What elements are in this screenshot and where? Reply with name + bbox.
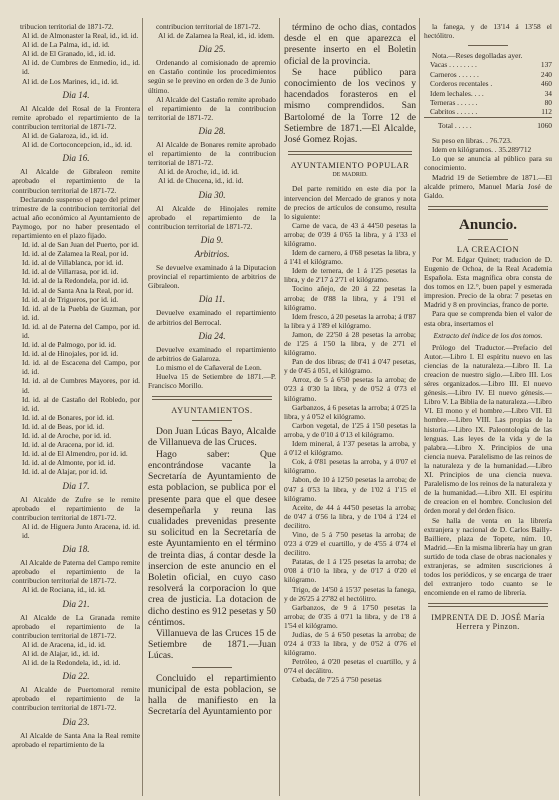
slaughter-row [424,70,552,79]
slaughter-row [424,98,552,107]
slaughter-row [424,89,552,98]
paragraph: Lo que se anuncia al público para su conocimiento. [424,154,552,173]
paragraph: Jamon, de 22'50 á 28 pesetas la arroba; de 1'25 á 1'50 la libra, y de 2'71 el kilógramo. [284,329,416,358]
list-item: Al id. de Aroche, id., id. id. [158,167,239,177]
double-rule [152,396,272,400]
paragraph: Pan de dos libras; de 0'41 á 0'47 pesetas, y de 0'45 á 051, el kilógramo. [284,357,416,376]
section-heading: Dia 30. [198,189,226,200]
announcement-heading: Anuncio. [459,216,517,233]
paragraph: Al Alcalde del Rosal de la Frontera remite aprobado el repartimiento de la contribucion territorial de 1871-72. [12,103,140,131]
row-value: 80 [544,97,552,107]
paragraph: Lo mismo el de Cañaveral de Leon. [156,362,262,372]
row-value: 460 [540,79,552,89]
slaughter-row [424,79,552,88]
section-heading: Dia 11. [198,294,226,305]
paragraph: Patatas, de 1 á 1'25 pesetas la arroba; de 0'08 á 0'10 la libra, y de 0'17 á 0'20 el kilógramo. [284,557,416,585]
paragraph: Idem mineral, á 1'37 pesetas la arroba, y á 0'12 el kilógramo. [284,439,416,458]
notice-paragraph: Se hace público para conocimiento de los vecinos y hacendados forasteros en el mismo comprendidos. San Bartolomé de la Torre 12 de Setiembre de 1871.—El Alcalde, José Gomez Rojas. [284,66,416,146]
total-label: Total . . . . . [424,117,529,130]
row-label: Terneras . . . . . . [430,97,478,107]
list-item: Al id. de Galaroza, id., id. id. [22,131,109,141]
section-heading: Dia 22. [62,671,90,682]
list-item: Id. id. al de Castaño del Robledo, por id. id. [22,394,140,413]
paragraph: Al Alcalde de Hinojales remite aprobado el repartimiento de la contribucion territorial de 1871-72. [148,203,276,231]
row-value: 112 [541,107,552,117]
list-item: Id. id. al de Paterna del Campo, por id. id. [22,321,140,340]
paragraph: Aceite, de 44 á 44'50 pesetas la arroba; de 0'47 á 0'56 la libra, y de 1'04 á 1'24 el decilitro. [284,502,416,530]
row-label: Vacas . . . . . . . . [430,60,477,70]
section-heading: Dia 25. [198,44,226,55]
paragraph: Idem de carnero, á 0'68 pesetas la libra, y á 1'41 el kilógramo. [284,248,416,267]
paragraph: Al Alcalde de La Granada remite aprobado el repartimiento de la contribucion territorial de 1871-72. [12,612,140,640]
row-label: Corderos recentales . [430,79,493,89]
paragraph: Jabon, de 10 á 12'50 pesetas la arroba; de 0'47 á 0'53 la libra, y de 1'02 á 1'15 el kilógramo. [284,475,416,503]
paragraph: Por M. Edgar Quinet; traducion de D. Eugenio de Ochoa, de la Real Academia Española. Esta magnífica obra consta de dos tomos en 12.°, buen papel y esmerada impresion. Precio de la obra: 7 pesetas en Madrid y 8 en provincias, franco de porte. [424,254,552,310]
slaughter-title: Nota.—Reses degolladas ayer. [432,51,523,61]
paragraph: Cebada, de 7'25 á 7'50 pesetas [292,675,382,685]
section-heading: Dia 9. [200,234,224,245]
section-heading: Dia 24. [198,330,226,341]
paragraph: Al Alcalde del Castaño remite aprobado el repartimiento de la contribucion territorial de 1871-72. [148,94,276,122]
section-heading: Dia 23. [62,716,90,727]
list-item: Id. id. al de Almonte, por id. id. [22,458,116,468]
paragraph: Trigo, de 14'50 á 15'37 pesetas la fanega, y de 26'25 á 27'82 el hectólitro. [284,584,416,603]
paragraph: Al Alcalde de Gibraleon remite aprobado el repartimiento de la contribucion territorial de 1871-72. [12,167,140,195]
list-item: Al id. de Cumbres de Enmedio, id., id. id. [22,58,140,77]
paragraph: Se devuelve examinado á la Diputacion provincial el repartimiento de arbitrios de Gibraleon. [148,263,276,291]
paragraph: contribucion territorial de 1871-72. [156,22,261,31]
list-item: Id. id. al de Beas, por id. id. [22,421,105,431]
paragraph: Devuelve examinado el repartimiento de arbitrios del Berrocal. [148,308,276,327]
paragraph: Declarando suspenso el pago del primer trimestre de la contribucion territorial del actual año económico al Ayuntamiento de Paymogo, por no haber presentado el repartimiento en el plazo fijado. [12,194,140,240]
notice-paragraph: término de ocho dias, contados desde el en que aparezca el presente inserto en el Boletin oficial de la provincia. [284,22,416,67]
row-label: Idem lechales. . . . [430,88,484,98]
notice-paragraph: Concluido el repartimiento municipal de esta poblacion, se halla de manifiesto en la Secretaría del Ayuntamiento por [148,672,276,718]
list-item: Al id. de Los Marines, id., id. id. [22,76,119,86]
paragraph: tribucion territorial de 1871-72. [20,22,114,31]
notice-paragraph: Villanueva de las Cruces 15 de Setiembre de 1871.—Juan Lúcas. [148,627,276,662]
section-heading: Dia 21. [62,598,90,609]
paragraph: Madrid 19 de Setiembre de 1871.—El alcalde primero, Manuel María José de Galdo. [424,172,552,200]
paragraph: Idem fresco, á 20 pesetas la arroba; á 0'87 la libra y á 1'89 el kilógramo. [284,311,416,330]
column-3 [284,22,416,794]
list-item: Al id. de Almonaster la Real, id., id. id. [22,31,139,41]
paragraph: Al Alcalde de Zufre se le remite aprobado el repartimiento de la contribucion territorial de 1871-72. [12,494,140,522]
paragraph: Su peso en libras. . 76.723. [432,136,512,146]
paragraph: Vino, de 5 á 7'50 pesetas la arroba; de 0'23 á 0'29 el cuartillo, y de 4'55 á 0'74 el decilitro. [284,529,416,558]
list-item: Id. id. al de Villablanca, por id. id. [22,258,124,268]
double-rule [288,151,412,155]
list-item: Id. id. al de El Almendro, por id. id. [22,449,128,459]
list-item: Al id. de Alajar, id., id. id. [22,649,100,658]
total-value: 1060 [529,117,552,130]
column-4-top [424,22,552,40]
paragraph: Judías, de 5 á 6'50 pesetas la arroba; de 0'24 á 0'33 la libra, y de 0'52 á 0'76 el kilógramo. [284,630,416,658]
column-1 [12,22,140,794]
list-item: Id. id. al de Hinojales, por id. id. [22,349,119,359]
list-item: Id. id. al de Palmogo, por id. id. [22,340,117,350]
list-item: Id. id. al de Bonares, por id. id. [22,412,114,422]
paragraph: Garbanzos, á 6 pesetas la arroba; á 0'25 la libra, y á 0'52 el kilógramo. [284,402,416,421]
list-item: Id. id. al de la Redondela, por id. id. [22,276,129,286]
paragraph: la fanega, y de 13'14 á 13'58 el hectólitro. [424,22,552,41]
notice-paragraph: Don Juan Lúcas Bayo, Alcalde de Villanueva de las Cruces. [148,426,276,449]
section-heading: Dia 28. [198,125,226,136]
list-item: Al id. de Cortoconcepcion, id., id. id. [22,140,133,150]
row-label: Carneros . . . . . . [430,69,479,79]
separator [192,420,232,421]
list-item: Id. id. al de Trigueros, por id. id. [22,294,119,304]
paragraph: Prólogo del Traductor.—Prefacio del Autor.—Libro I. El espíritu nuevo en las ciencias de la naturaleza.—Libro II. La creacion de nuestro siglo.—Libro III. Los séres organizados.—Libro III. El nuevo génesis.—Libro IV. El nuevo génesis.—Libro V. La Biblia de la naturaleza.—Libro VI. El mono y el hombre.—Libro VII. El hombre.—Libro VIII. Las propias de la historia.—Libro IX. Paleontología de las lenguas. Las leyes de la vida y de la palabra.—Libro X. Principios de una ciencia nueva. Paralelismo de las reinos de la naturaleza y de la humanidad.—Libro XI. Principios de una ciencia nueva. Paralelismo de los reinos de la naturaleza y de la humanidad.—Libro XII. El espíritu de creacion en el hombre. Conclusion del órden moral y del órden físico. [424,342,552,516]
section-heading: Dia 17. [62,480,90,491]
row-value: 240 [540,69,552,79]
row-label: Cabritos . . . . . . [430,107,478,117]
section-title: AYUNTAMIENTO POPULAR [290,161,410,171]
separator [468,239,508,240]
column-rule [279,18,280,796]
list-item: Id. id. al de Aroche, por id. id. [22,431,112,441]
list-item: Al id. de Chucena, id., id. id. [158,176,244,186]
paragraph: Huelva 15 de Setiembre de 1871.—P. Francisco Morillo. [148,372,276,391]
list-item: Al id. de Aracena, id., id. id. [22,639,106,649]
announcement-index [424,343,552,598]
section-heading: Arbitrios. [194,248,230,259]
paragraph: Idem de ternera, de 1 á 1'25 pesetas la libra, y de 2'17 á 2'71 el kilógramo. [284,266,416,285]
paragraph: Arroz, de 5 á 6'50 pesetas la arroba; de 0'23 á 0'30 la libra, y de 0'52 á 0'73 el kilógramo. [284,375,416,403]
paragraph: Al Alcalde de Santa Ana la Real remite aprobado el repartimiento de la [12,730,140,749]
section-subtitle: DE MADRID. [332,172,368,179]
paragraph: Se halla de venta en la librería extranjera y nacional de D. Carlos Bailly-Bailliere, plaza de Topete, núm. 10, Madrid.—En la misma librería hay un gran surtido de toda clase de obras nacionales y extranjeras, se admiten suscriciones á todos los periódicos, y se encarga de traer del extranjero todo cuanto se le encomiende en el ramo de librería. [424,515,552,598]
column-4 [424,22,552,794]
paragraph: Garbanzos, de 9 á 17'50 pesetas la arroba; de 0'35 á 0'71 la libra, y de 1'8 á 1'54 el kilógramo. [284,602,416,630]
paragraph: Tocino añejo, de 20 á 22 pesetas la arroba; de 0'88 la libra, y á 1'91 el kilógramo. [284,284,416,312]
list-item: Id. id. al de la Puebla de Guzman, por id. id. [22,303,140,322]
slaughter-total-row [424,117,552,130]
double-rule [428,206,548,210]
list-item: Id. id. al de Cumbres Mayores, por id. id. [22,376,140,395]
row-value: 34 [544,88,552,98]
section-heading: Dia 18. [62,544,90,555]
paragraph: Para que se comprenda bien el valor de esta obra, insertamos el [424,309,552,328]
separator [192,667,232,668]
list-item: Id. id. al de Escacena del Campo, por id. id. [22,358,140,377]
double-rule [428,603,548,607]
paragraph: Al Alcalde de Bonares remite aprobado el repartimiento de la contribucion territorial de 1871-72. [148,140,276,168]
list-item: Al id. de la Redondela, id., id. id. [22,658,121,668]
column-2 [148,22,276,794]
list-item: Al id. de Rociana, id., id. id. [22,585,106,595]
column-rule [419,18,420,796]
paragraph: Al Alcalde de Puertomoral remite aprobado el repartimiento de la contribucion territorial de 1871-72. [12,685,140,713]
notice-paragraph: Hago saber: Que encontrándose vacante la Secretaría de Ayuntamiento de esta poblacion, se publica por el presente para que el que desee desempeñarla y reuna las cualidades prevenidas presente su solicitud en la Secretaría de este Ayuntamiento en el término de treinta dias, á contar desde la insercion de este anuncio en el Boletin oficial, en cuyo caso resolverá la corporacion lo que crea de justicia. La dotacion de dicho destino es 912 pesetas y 50 céntimos. [148,448,276,628]
paragraph: Carbon vegetal, de 1'25 á 1'50 pesetas la arroba, y de 0'10 á 0'13 el kilógramo. [284,420,416,439]
section-heading: Dia 14. [62,89,90,100]
column-rule [142,18,143,796]
list-item: Al id. de El Granado, id., id. id. [22,49,116,59]
list-item: Id. id. al de Zalamea la Real, por id. [22,249,129,259]
paragraph: Carne de vaca, de 43 á 44'50 pesetas la arroba; de 0'39 á 0'65 la libra, y á 1'33 el kilógramo. [284,220,416,248]
list-item: Id. id. al de San Juan del Puerto, por id. [22,240,139,250]
section-title: AYUNTAMIENTOS. [171,406,253,416]
section-heading: Dia 16. [62,153,90,164]
list-item: Id. id. al de Aracena, por id. id. [22,440,114,450]
list-item: Id. id. al de Alajar, por id. id. [22,467,108,477]
imprint: IMPRENTA DE D. JOSÉ María Herrera y Pinzon. [431,613,545,632]
paragraph: Devuelve examinado el repartimiento de arbitrios de Galaroza. [148,344,276,363]
paragraph: Al Alcalde de Paterna del Campo remite aprobado el repartimiento de la contribucion territorial de 1871-72. [12,558,140,586]
list-item: Al id. de Zalamea la Real, id., id. idem. [158,31,275,41]
slaughter-row [424,107,552,117]
list-item: Id. id. al de Santa Ana la Real, por id. [22,285,134,295]
row-value: 137 [540,60,552,70]
paragraph: Idem en kilógramos. . 35.289'712 [432,145,532,155]
list-item: Al id. de Higuera Junto Aracena, id. id. id. [22,521,140,540]
slaughter-table [424,60,552,130]
slaughter-row [424,60,552,69]
paragraph: Cok, á 0'81 pesetas la arroba, y á 0'07 el kilógramo. [284,457,416,476]
list-item: Al id. de La Palma, id., id. id. [22,40,110,50]
paragraph: Petróleo, á 0'20 pesetas el cuartillo, y á 0'74 el decálitro. [284,657,416,676]
paragraph: Ordenando al comisionado de apremio en Castaño continúe los procedimientos según se le previno en orden de 3 de Junio último. [148,58,276,95]
column-4-middle [424,136,552,200]
paragraph: Del parte remitido en este dia por la intervencion del Mercado de granos y nota de precios de artículos de consumo, resulta lo siguiente: [284,184,416,221]
index-title: Extracto del índice de los dos tomos. [433,330,543,340]
list-item: Id. id. al de Villarrasa, por id. id. [22,267,119,277]
announcement-body [424,255,552,328]
separator [468,45,508,46]
announcement-subheading: LA CREACION [456,244,520,254]
